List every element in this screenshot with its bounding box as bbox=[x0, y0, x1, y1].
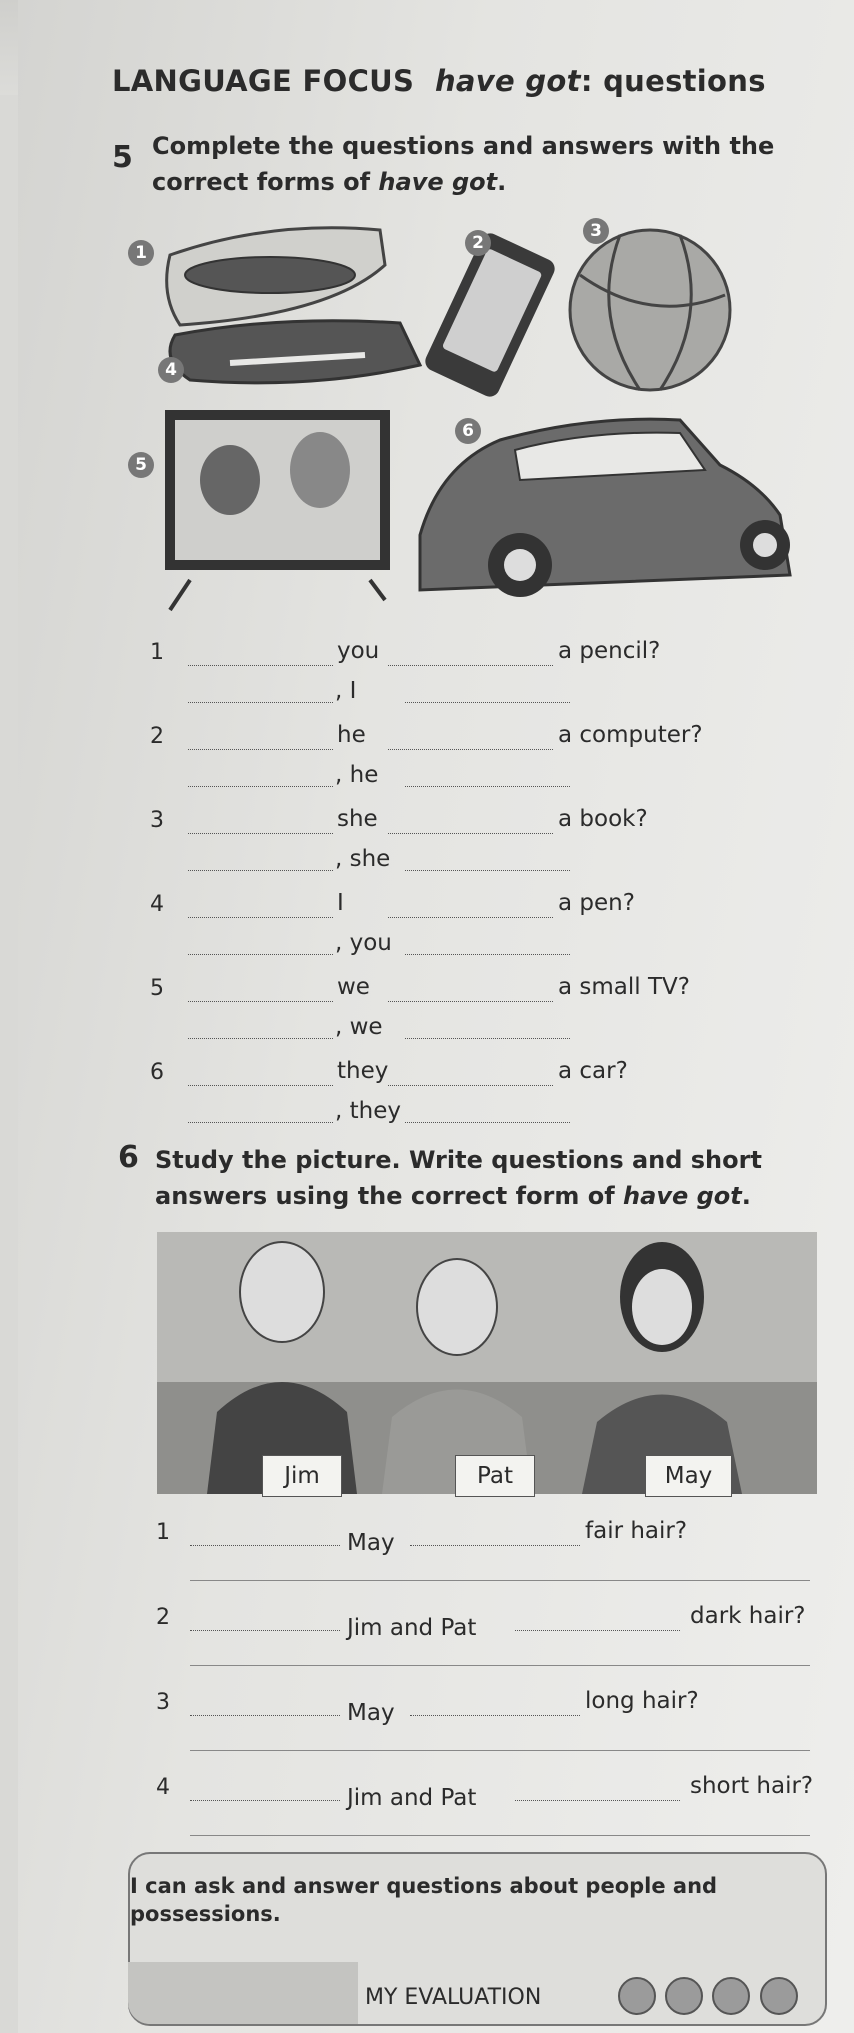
answer-subject: , he bbox=[335, 762, 379, 788]
ex6-instr-b: . bbox=[741, 1182, 751, 1210]
ex6-instr-em: have got bbox=[623, 1182, 742, 1210]
answer-line[interactable] bbox=[190, 1665, 810, 1666]
item-subject: we bbox=[337, 974, 370, 1000]
answer-subject: , we bbox=[335, 1014, 383, 1040]
smile-face-icon[interactable] bbox=[712, 1977, 750, 2015]
evaluation-decor bbox=[128, 1962, 358, 2024]
blank-question-start[interactable] bbox=[188, 1001, 333, 1002]
title-em: have got bbox=[434, 64, 581, 98]
item-number: 3 bbox=[150, 808, 164, 833]
blank-question-middle[interactable] bbox=[388, 833, 553, 834]
pencil-case-illustration bbox=[167, 228, 385, 325]
neutral-face-icon[interactable] bbox=[665, 1977, 703, 2015]
blank-question-start[interactable] bbox=[190, 1545, 340, 1546]
exercise5-instruction-line2 bbox=[152, 164, 774, 200]
title-main: LANGUAGE FOCUS bbox=[112, 64, 415, 98]
item-object: a pen? bbox=[558, 890, 635, 916]
item-subject: I bbox=[337, 890, 344, 916]
picture-label-4: 4 bbox=[158, 357, 184, 383]
name-tag-may: May bbox=[645, 1455, 732, 1497]
item-object: short hair? bbox=[690, 1773, 814, 1799]
blank-question-middle[interactable] bbox=[388, 749, 553, 750]
blank-answer-end[interactable] bbox=[405, 786, 570, 787]
happy-face-icon[interactable] bbox=[760, 1977, 798, 2015]
tv-illustration bbox=[165, 410, 390, 610]
picture-label-6: 6 bbox=[455, 418, 481, 444]
blank-question-start[interactable] bbox=[188, 1085, 333, 1086]
blank-answer-start[interactable] bbox=[188, 1122, 333, 1123]
item-object: a pencil? bbox=[558, 638, 661, 664]
item-subject: May bbox=[347, 1700, 395, 1726]
item-number: 4 bbox=[156, 1775, 170, 1800]
blank-question-start[interactable] bbox=[190, 1800, 340, 1801]
blank-question-start[interactable] bbox=[188, 833, 333, 834]
sad-face-icon[interactable] bbox=[618, 1977, 656, 2015]
basketball-illustration bbox=[570, 230, 730, 390]
name-tag-pat: Pat bbox=[455, 1455, 535, 1497]
blank-question-start[interactable] bbox=[190, 1630, 340, 1631]
item-subject: Jim and Pat bbox=[347, 1615, 477, 1641]
exercise6-instruction-line2 bbox=[155, 1178, 762, 1214]
blank-answer-end[interactable] bbox=[405, 870, 570, 871]
item-object: long hair? bbox=[585, 1688, 699, 1714]
answer-subject: , she bbox=[335, 846, 391, 872]
item-subject: May bbox=[347, 1530, 395, 1556]
section-title bbox=[112, 64, 766, 98]
blank-question-middle[interactable] bbox=[388, 917, 553, 918]
item-object: a book? bbox=[558, 806, 648, 832]
blank-question-middle[interactable] bbox=[515, 1630, 680, 1631]
exercise6-instruction bbox=[155, 1142, 762, 1214]
item-number: 2 bbox=[150, 724, 164, 749]
blank-answer-start[interactable] bbox=[188, 1038, 333, 1039]
picture-label-2: 2 bbox=[465, 230, 491, 256]
item-object: dark hair? bbox=[690, 1603, 806, 1629]
blank-answer-start[interactable] bbox=[188, 702, 333, 703]
item-subject: they bbox=[337, 1058, 389, 1084]
picture-label-3: 3 bbox=[583, 218, 609, 244]
blank-answer-start[interactable] bbox=[188, 786, 333, 787]
title-rest: : questions bbox=[580, 64, 766, 98]
pen-case-illustration bbox=[170, 321, 420, 383]
blank-question-middle[interactable] bbox=[388, 1085, 553, 1086]
phone-illustration bbox=[422, 230, 558, 400]
name-tag-jim: Jim bbox=[262, 1455, 342, 1497]
ex6-instr-a: answers using the correct form of bbox=[155, 1182, 624, 1210]
ex5-instr-em: have got bbox=[378, 168, 498, 196]
picture-label-1: 1 bbox=[128, 240, 154, 266]
answer-subject: , you bbox=[335, 930, 392, 956]
blank-question-middle[interactable] bbox=[410, 1715, 580, 1716]
exercise6-number: 6 bbox=[118, 1140, 139, 1175]
exercise5-number: 5 bbox=[112, 140, 133, 175]
my-evaluation-label: MY EVALUATION bbox=[365, 1985, 542, 2010]
item-subject: you bbox=[337, 638, 380, 664]
ex5-instr-b: . bbox=[497, 168, 507, 196]
exercise6-instruction-line1: Study the picture. Write questions and short bbox=[155, 1146, 762, 1174]
item-subject: he bbox=[337, 722, 366, 748]
blank-question-start[interactable] bbox=[190, 1715, 340, 1716]
car-illustration bbox=[420, 419, 790, 597]
item-number: 6 bbox=[150, 1060, 164, 1085]
answer-line[interactable] bbox=[190, 1580, 810, 1581]
item-number: 3 bbox=[156, 1690, 170, 1715]
item-number: 1 bbox=[150, 640, 164, 665]
blank-answer-start[interactable] bbox=[188, 870, 333, 871]
item-number: 4 bbox=[150, 892, 164, 917]
item-object: fair hair? bbox=[585, 1518, 688, 1544]
picture-label-5: 5 bbox=[128, 452, 154, 478]
can-do-line1: I can ask and answer questions about people and bbox=[130, 1874, 718, 1898]
answer-line[interactable] bbox=[190, 1750, 810, 1751]
blank-question-start[interactable] bbox=[188, 665, 333, 666]
blank-question-middle[interactable] bbox=[410, 1545, 580, 1546]
blank-answer-start[interactable] bbox=[188, 954, 333, 955]
blank-question-start[interactable] bbox=[188, 749, 333, 750]
blank-question-middle[interactable] bbox=[388, 665, 553, 666]
blank-question-middle[interactable] bbox=[388, 1001, 553, 1002]
blank-answer-end[interactable] bbox=[405, 1122, 570, 1123]
ex5-instr-a: correct forms of bbox=[152, 168, 379, 196]
answer-line[interactable] bbox=[190, 1835, 810, 1836]
item-object: a small TV? bbox=[558, 974, 690, 1000]
item-number: 2 bbox=[156, 1605, 170, 1630]
answer-subject: , I bbox=[335, 678, 357, 704]
exercise5-instruction bbox=[152, 128, 774, 200]
exercise5-illustrations bbox=[120, 215, 820, 615]
can-do-line2: possessions. bbox=[130, 1902, 281, 1926]
item-subject: Jim and Pat bbox=[347, 1785, 477, 1811]
item-number: 5 bbox=[150, 976, 164, 1001]
blank-answer-end[interactable] bbox=[405, 954, 570, 955]
exercise5-instruction-line1: Complete the questions and answers with the bbox=[152, 132, 775, 160]
blank-answer-end[interactable] bbox=[405, 702, 570, 703]
can-do-statement bbox=[130, 1872, 717, 1928]
item-subject: she bbox=[337, 806, 378, 832]
blank-answer-end[interactable] bbox=[405, 1038, 570, 1039]
item-number: 1 bbox=[156, 1520, 170, 1545]
blank-question-middle[interactable] bbox=[515, 1800, 680, 1801]
item-object: a computer? bbox=[558, 722, 703, 748]
item-object: a car? bbox=[558, 1058, 628, 1084]
blank-question-start[interactable] bbox=[188, 917, 333, 918]
answer-subject: , they bbox=[335, 1098, 401, 1124]
